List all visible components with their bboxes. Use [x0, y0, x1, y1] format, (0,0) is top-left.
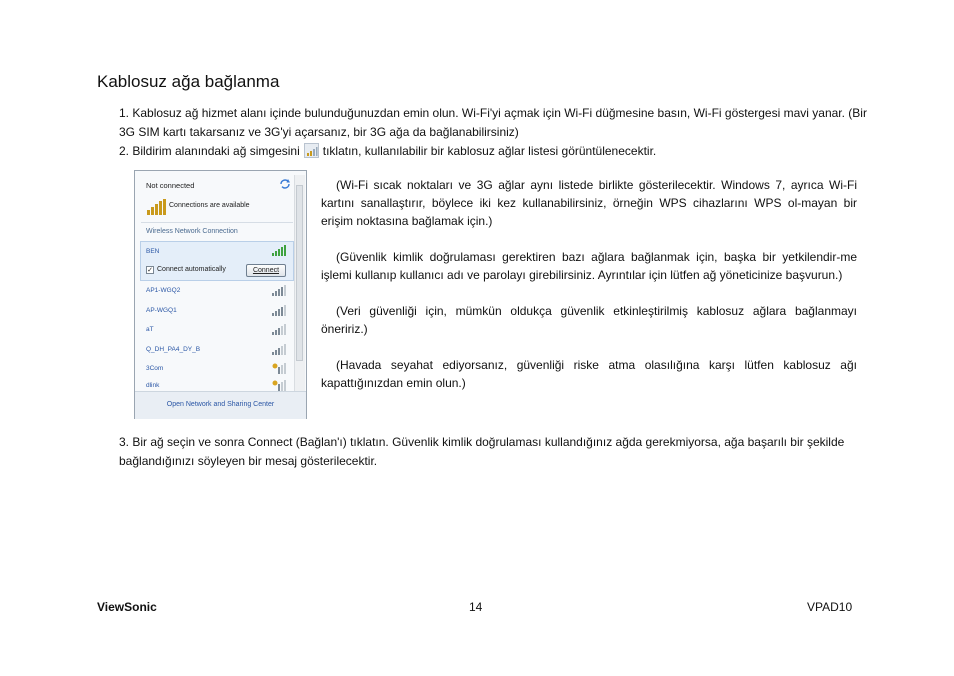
wireless-network-popup	[134, 170, 307, 419]
network-bars-icon	[146, 198, 168, 216]
popup-footer	[135, 391, 306, 419]
step-3-text: 3. Bir ağ seçin ve sonra Connect (Bağlan'ı) tıklatın. Güvenlik kimlik doğrulaması kullandığınız ağda gerekmiyorsa, ağa başarılı bir şekilde bağlandığınızı söyleyen bir mesaj gösterilecektir.	[119, 435, 845, 468]
note-paragraph: (Havada seyahat ediyorsanız, güvenliği riske atma olasılığına karşı lütfen kablosuz ağı kapattığınızdan emin olun.)	[321, 358, 857, 390]
connection-status: Not connected	[146, 181, 195, 190]
connect-automatically-label: Connect automatically	[157, 266, 226, 273]
connections-available-label: Connections are available	[169, 202, 250, 209]
note-paragraph: (Veri güvenliği için, mümkün oldukça güvenlik etkinleştirilmiş kablosuz ağlara bağlanmayı öneririz.)	[321, 304, 857, 336]
network-item[interactable]: Q_DH_PA4_DY_B	[146, 346, 201, 353]
connect-button[interactable]: Connect	[246, 264, 286, 277]
step-1-text: 1. Kablosuz ağ hizmet alanı içinde bulunduğunuzdan emin olun. Wi-Fi'yi açmak için Wi-Fi düğmesine basın, Wi-Fi göstergesi mavi yanar. (Bir 3G SIM kartı takarsanız ve 3G'yi açarsanız, bir 3G ağa da bağlanabilirsiniz)	[119, 106, 867, 139]
secured-signal-icon	[272, 363, 286, 374]
step-2-before: 2. Bildirim alanındaki ağ simgesini	[119, 144, 300, 158]
step-2-after: tıklatın, kullanılabilir bir kablosuz ağlar listesi görüntülenecektir.	[322, 144, 657, 158]
notes-column	[321, 176, 857, 410]
network-item[interactable]: dlink	[146, 382, 160, 389]
section-header: Wireless Network Connection	[146, 228, 238, 235]
footer-model: VPAD10	[807, 600, 853, 614]
network-item-selected[interactable]: BEN	[146, 248, 160, 255]
network-item[interactable]: AP-WGQ1	[146, 307, 177, 314]
signal-strength-icon	[272, 245, 286, 256]
open-network-sharing-center-link[interactable]: Open Network and Sharing Center	[166, 401, 275, 408]
network-item[interactable]: 3Com	[146, 365, 164, 372]
note-paragraph: (Güvenlik kimlik doğrulaması gerektiren bazı ağlara bağlanmak için, başka bir yetkilendir-me işlemi kullanıp kullanıcı adı ve parolayı girebilirsiniz. Ayrıntılar için lütfen ağ yöneticinize başvurun.)	[321, 250, 857, 282]
popup-scrollbar[interactable]	[294, 175, 305, 391]
step-2-text	[104, 142, 879, 161]
network-item[interactable]: AP1-WGQ2	[146, 287, 181, 294]
divider	[141, 222, 293, 223]
footer-brand: ViewSonic	[97, 600, 157, 614]
page-heading: Kablosuz ağa bağlanma	[97, 72, 280, 91]
network-signal-icon	[304, 143, 319, 158]
scrollbar-thumb[interactable]	[296, 185, 303, 361]
signal-strength-icon	[272, 285, 286, 296]
network-item[interactable]: aT	[146, 326, 154, 333]
connect-automatically-checkbox[interactable]: ✓	[147, 267, 153, 274]
signal-strength-icon	[272, 344, 286, 355]
signal-strength-icon	[272, 305, 286, 316]
signal-strength-icon	[272, 324, 286, 335]
refresh-icon[interactable]	[278, 178, 292, 190]
page-number: 14	[469, 600, 483, 614]
secured-signal-icon	[272, 380, 286, 391]
note-paragraph: (Wi-Fi sıcak noktaları ve 3G ağlar aynı listede birlikte gösterilecektir. Windows 7, ayrıca Wi-Fi kartını sanallaştırır, böylece iki kez kullanabilirsiniz, örneğin WPS cihazlarını WPS ol-mayan bir erişim noktasına bağlamak için.)	[321, 178, 857, 228]
